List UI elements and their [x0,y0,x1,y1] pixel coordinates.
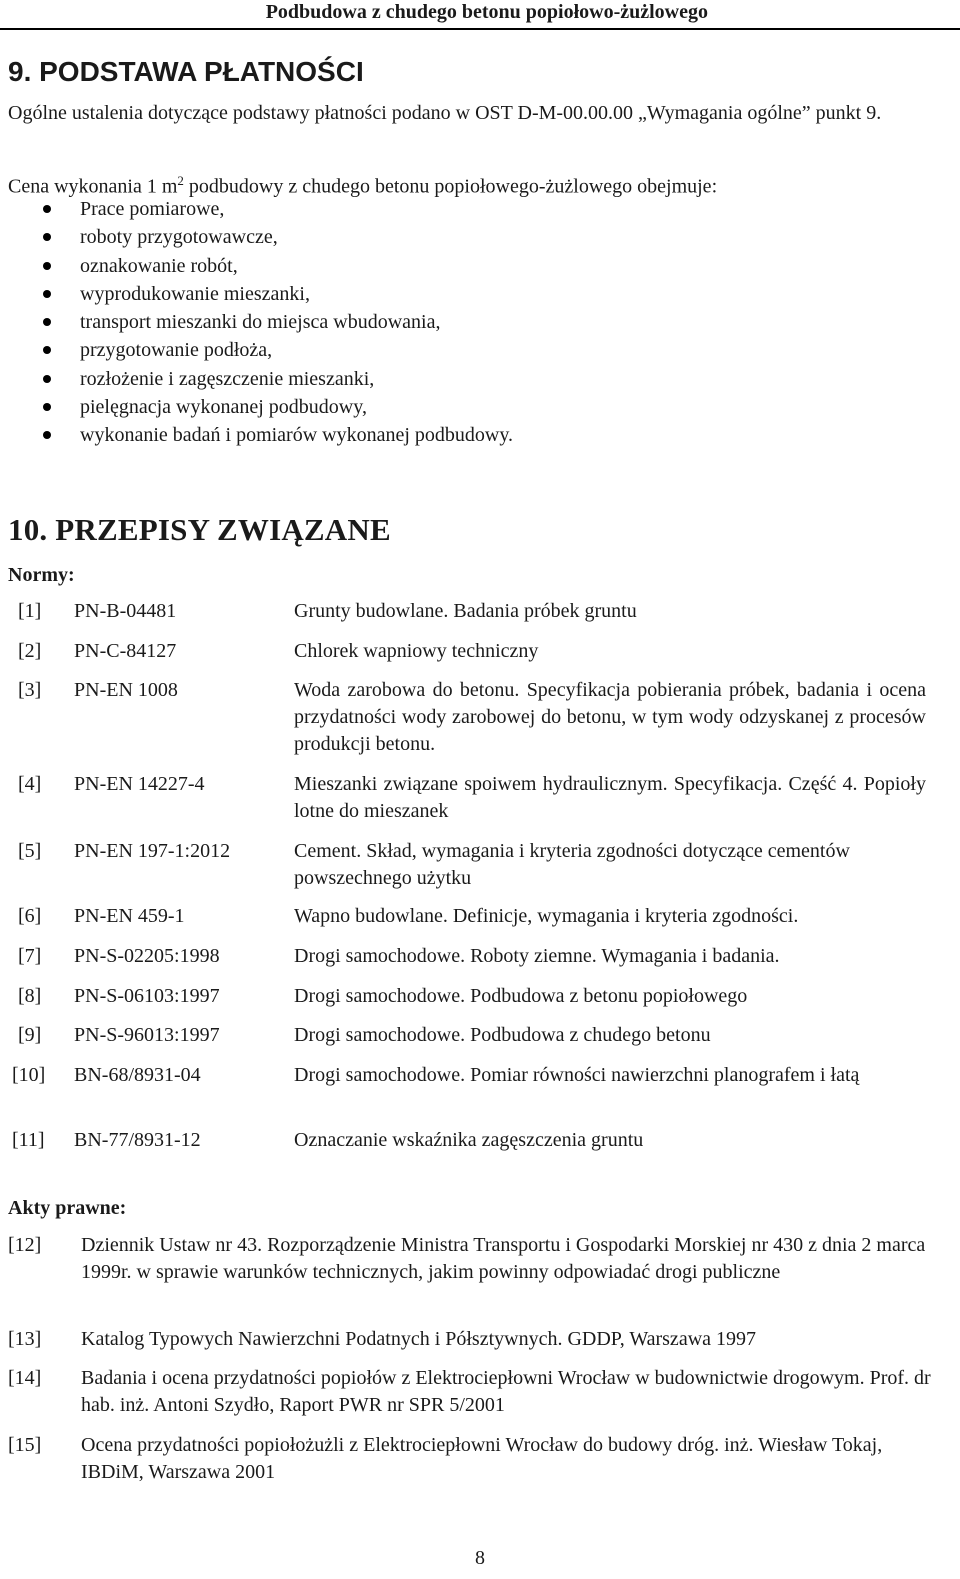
norm-number: [4] [18,773,42,795]
section-10-title: 10. PRZEPISY ZWIĄZANE [8,512,391,547]
act-number: [14] [8,1367,42,1389]
bullet-icon [43,233,51,241]
norm-title: Oznaczanie wskaźnika zagęszczenia gruntu [294,1129,644,1151]
norm-title: Drogi samochodowe. Roboty ziemne. Wymagania i badania. [294,945,780,967]
bullet-icon [43,431,51,439]
list-item-text: roboty przygotowawcze, [80,226,278,249]
norm-number: [7] [18,945,42,967]
price-intro-after: podbudowy z chudego betonu popiołowego-żużlowego obejmuje: [183,175,718,198]
list-item-text: rozłożenie i zagęszczenie mieszanki, [80,367,375,390]
list-item [40,336,513,364]
list-item-text: transport mieszanki do miejsca wbudowania, [80,311,441,334]
norm-number: [9] [18,1024,42,1046]
norm-code: PN-C-84127 [74,640,177,662]
norm-number: [5] [18,840,42,862]
list-item-text: pielęgnacja wykonanej podbudowy, [80,396,367,419]
norm-code: BN-77/8931-12 [74,1129,201,1151]
norm-number: [8] [18,985,42,1007]
norm-code: PN-EN 1008 [74,679,178,701]
header-rule [0,28,960,30]
norm-code: PN-EN 459-1 [74,905,185,927]
list-item-text: wyprodukowanie mieszanki, [80,282,310,305]
page-number: 8 [475,1547,485,1569]
list-item-text: wykonanie badań i pomiarów wykonanej podbudowy. [80,424,514,447]
norm-code: PN-B-04481 [74,600,177,622]
act-text: Dziennik Ustaw nr 43. Rozporządzenie Ministra Transportu i Gospodarki Morskiej nr 430 z dnia 2 marca 1999r. w sprawie warunków technicznych, jakim powinny odpowiadać drogi publiczne [81,1234,926,1283]
norm-title: Chlorek wapniowy techniczny [294,640,539,662]
list-item-text: Prace pomiarowe, [80,198,225,220]
act-text: Ocena przydatności popiołożużli z Elektrociepłowni Wrocław do budowy dróg. inż. Wiesław Tokaj, IBDiM, Warszawa 2001 [81,1434,883,1483]
general-payment-paragraph: Ogólne ustalenia dotyczące podstawy płatności podano w OST D-M-00.00.00 „Wymagania ogólne” punkt 9. [8,102,882,124]
list-item-text: przygotowanie podłoża, [80,339,273,362]
norm-number: [2] [18,640,42,662]
norm-number: [10] [12,1064,46,1086]
norm-title: Mieszanki związane spoiwem hydraulicznym. Specyfikacja. Część 4. Popioły lotne do mieszanek [294,773,926,822]
list-item [40,365,513,393]
list-item [40,195,513,223]
norm-title: Wapno budowlane. Definicje, wymagania i kryteria zgodności. [294,905,799,927]
act-number: [15] [8,1434,42,1456]
running-header: Podbudowa z chudego betonu popiołowo-żużlowego [265,1,708,23]
bullet-icon [43,403,51,411]
list-item [40,223,513,251]
norm-title: Woda zarobowa do betonu. Specyfikacja pobierania próbek, badania i ocena przydatności wody zarobowej do betonu, w tym wody odzyskanej z procesów produkcji betonu. [294,679,926,755]
price-intro-sup: 2 [177,173,184,188]
norm-number: [1] [18,600,42,622]
bullet-icon [43,346,51,354]
bullet-icon [43,262,51,270]
norm-code: PN-EN 14227-4 [74,773,205,795]
norm-code: PN-EN 197-1:2012 [74,840,231,862]
price-components-list [40,195,513,450]
section-9-title: 9. PODSTAWA PŁATNOŚCI [8,56,364,87]
acts-heading: Akty prawne: [8,1197,127,1219]
norm-title: Drogi samochodowe. Podbudowa z chudego betonu [294,1024,711,1046]
act-text: Katalog Typowych Nawierzchni Podatnych i Półsztywnych. GDDP, Warszawa 1997 [81,1328,757,1350]
norm-number: [11] [12,1129,45,1151]
list-item [40,252,513,280]
list-item-text: oznakowanie robót, [80,254,238,277]
list-item [40,421,513,449]
norms-heading: Normy: [8,564,75,586]
norm-code: PN-S-02205:1998 [74,945,220,967]
bullet-icon [43,318,51,326]
bullet-icon [43,375,51,383]
norm-code: BN-68/8931-04 [74,1064,201,1086]
act-number: [13] [8,1328,42,1350]
norm-number: [3] [18,679,42,701]
norm-title: Cement. Skład, wymagania i kryteria zgodności dotyczące cementów powszechnego użytku [294,840,850,889]
norm-title: Drogi samochodowe. Pomiar równości nawierzchni planografem i łatą [294,1064,860,1086]
norm-title: Drogi samochodowe. Podbudowa z betonu popiołowego [294,985,748,1007]
bullet-icon [43,205,51,213]
list-item [40,308,513,336]
norm-title: Grunty budowlane. Badania próbek gruntu [294,600,637,622]
list-item [40,393,513,421]
list-item [40,280,513,308]
bullet-icon [43,290,51,298]
price-intro-before: Cena wykonania 1 m [8,175,178,198]
norm-code: PN-S-96013:1997 [74,1024,220,1046]
norm-number: [6] [18,905,42,927]
act-text: Badania i ocena przydatności popiołów z Elektrociepłowni Wrocław w budownictwie drogowym. Prof. dr hab. inż. Antoni Szydło, Raport PWR nr SPR 5/2001 [81,1367,931,1416]
norm-code: PN-S-06103:1997 [74,985,220,1007]
act-number: [12] [8,1234,42,1256]
